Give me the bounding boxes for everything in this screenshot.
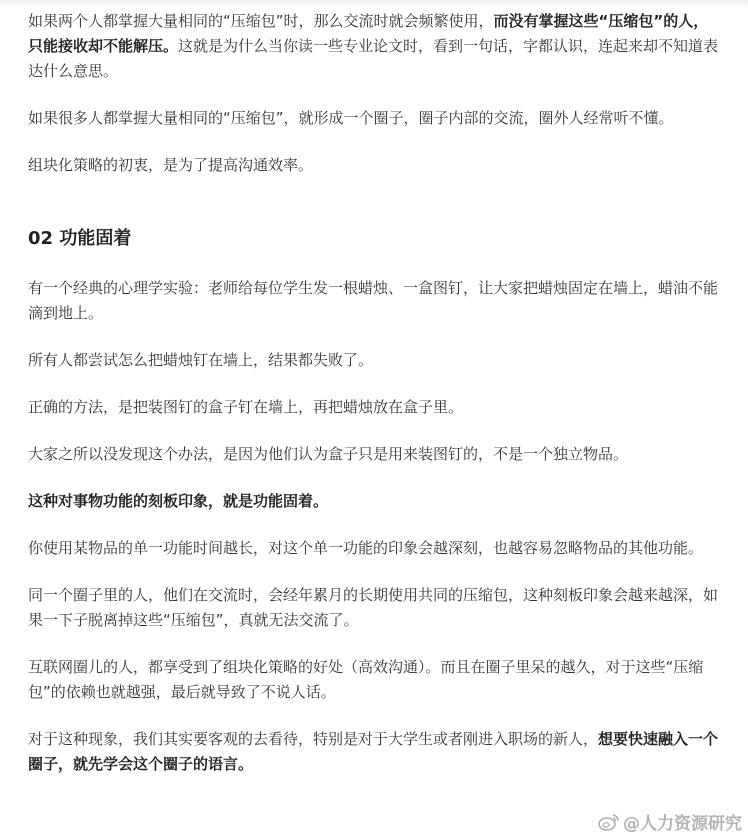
bold-text: 这种对事物功能的刻板印象，就是功能固着。: [28, 492, 329, 510]
paragraph: [28, 9, 720, 84]
weibo-icon: [598, 813, 620, 831]
paragraph: 互联网圈儿的人，都享受到了组块化策略的好处（高效沟通）。而且在圈子里呆的越久，对于这些“压缩包”的依赖也就越强，最后就导致了不说人话。: [28, 658, 704, 701]
text: 如果两个人都掌握大量相同的“压缩包”时，那么交流时就会频繁使用，: [28, 12, 494, 30]
paragraph: 同一个圈子里的人，他们在交流时，会经年累月的长期使用共同的压缩包，这种刻板印象会越来越深，如果一下子脱离掉这些“压缩包”，真就无法交流了。: [28, 586, 719, 629]
watermark: [598, 809, 742, 834]
bold-text: 而没有掌握这些“压缩包”的人，只能接收却不能解压。: [28, 12, 709, 55]
top-shadow: [0, 0, 748, 8]
bold-text: 想要快速融入一个圈子，就先学会这个圈子的语言。: [28, 730, 719, 773]
paragraph: 大家之所以没发现这个办法，是因为他们认为盒子只是用来装图钉的，不是一个独立物品。: [28, 445, 629, 463]
paragraph: 正确的方法，是把装图钉的盒子钉在墙上，再把蜡烛放在盒子里。: [28, 398, 464, 416]
paragraph: [28, 489, 720, 514]
paragraph: 组块化策略的初衷，是为了提高沟通效率。: [28, 156, 314, 174]
text: 这就是为什么当你读一些专业论文时，看到一句话，字都认识，连起来却不知道表达什么意思。: [28, 37, 719, 80]
paragraph: 有一个经典的心理学实验：老师给每位学生发一根蜡烛、一盒图钉，让大家把蜡烛固定在墙上，蜡油不能滴到地上。: [28, 279, 719, 322]
text: 对于这种现象，我们其实要客观的去看待，特别是对于大学生或者刚进入职场的新人，: [28, 730, 599, 748]
paragraph: 你使用某物品的单一功能时间越长，对这个单一功能的印象会越深刻，也越容易忽略物品的其他功能。: [28, 539, 704, 557]
paragraph: 所有人都尝试怎么把蜡烛钉在墙上，结果都失败了。: [28, 351, 374, 369]
watermark-text: @人力资源研究: [623, 814, 742, 834]
article-body: [28, 9, 720, 799]
section-heading: 02 功能固着: [28, 228, 132, 249]
paragraph: 如果很多人都掌握大量相同的“压缩包”，就形成一个圈子，圈子内部的交流，圈外人经常听不懂。: [28, 109, 674, 127]
paragraph: [28, 727, 720, 777]
